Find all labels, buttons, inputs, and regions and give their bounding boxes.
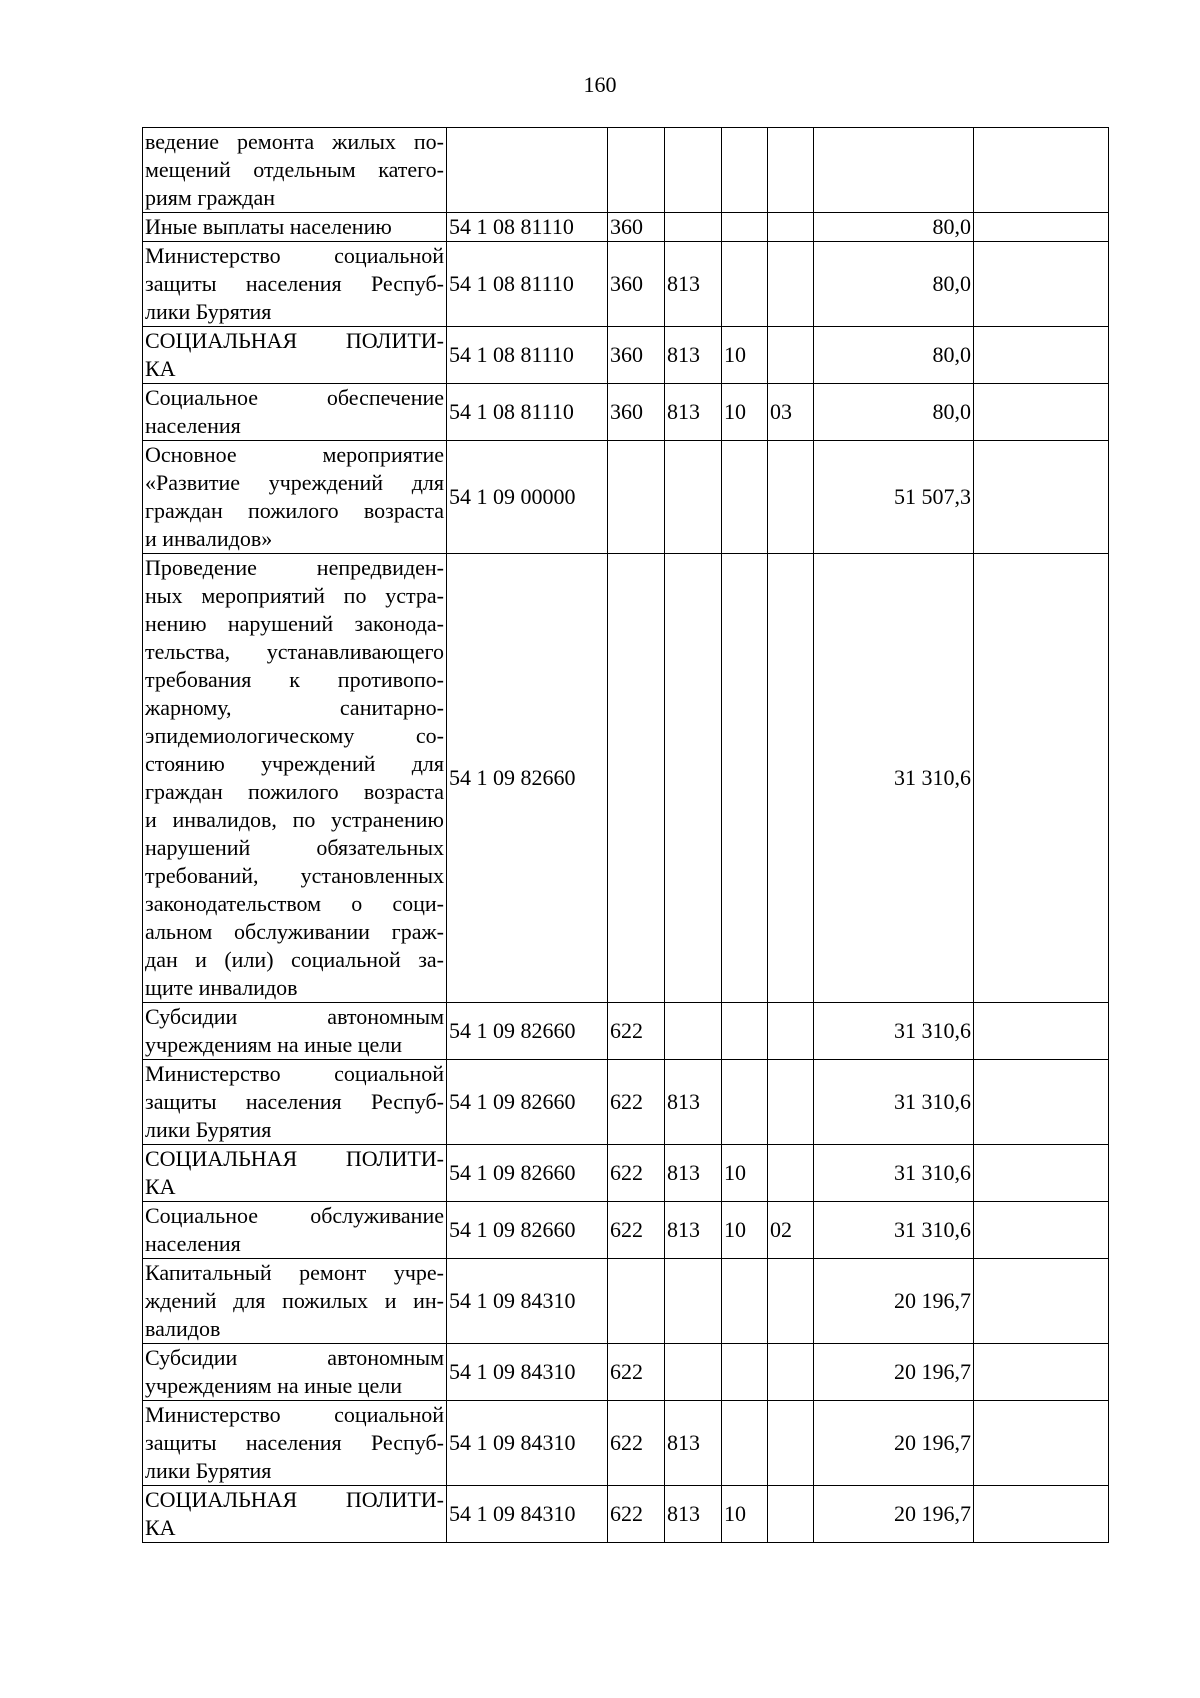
amount-cell: 20 196,7 xyxy=(814,1344,974,1401)
item-name-line: лики Бурятия xyxy=(145,1458,272,1483)
item-name-line: требований, установленных xyxy=(145,863,444,888)
amount-cell: 51 507,3 xyxy=(814,441,974,554)
item-name-line: ных мероприятий по устра- xyxy=(145,583,444,608)
item-name-line: учреждениям на иные цели xyxy=(145,1373,402,1398)
section-code-cell xyxy=(722,554,768,1003)
ministry-code-cell xyxy=(665,1259,722,1344)
item-name-line: альном обслуживании граж- xyxy=(145,919,444,944)
item-name-line: Министерство социальной xyxy=(145,1402,444,1427)
item-name-line: граждан пожилого возраста xyxy=(145,498,444,523)
item-name-line: Субсидии автономным xyxy=(145,1345,444,1370)
item-name-line: требования к противопо- xyxy=(145,667,444,692)
ministry-code-cell: 813 xyxy=(665,242,722,327)
target-article-cell: 54 1 09 84310 xyxy=(447,1259,608,1344)
table-row xyxy=(143,128,1109,213)
amount-cell: 31 310,6 xyxy=(814,554,974,1003)
amount-cell: 80,0 xyxy=(814,242,974,327)
ministry-code-cell: 813 xyxy=(665,384,722,441)
target-article-cell: 54 1 09 84310 xyxy=(447,1486,608,1543)
extra-amount-cell xyxy=(974,441,1109,554)
item-name-line: защиты населения Респуб- xyxy=(145,1430,444,1455)
item-name-line: и инвалидов» xyxy=(145,526,273,551)
expense-type-cell: 622 xyxy=(608,1145,665,1202)
item-name-line: защиты населения Респуб- xyxy=(145,271,444,296)
item-name-line: граждан пожилого возраста xyxy=(145,779,444,804)
subsection-code-cell xyxy=(768,1145,814,1202)
section-code-cell: 10 xyxy=(722,1145,768,1202)
subsection-code-cell xyxy=(768,1259,814,1344)
target-article-cell: 54 1 09 82660 xyxy=(447,1060,608,1145)
item-name-line: лики Бурятия xyxy=(145,1117,272,1142)
table-row xyxy=(143,441,1109,554)
section-code-cell xyxy=(722,242,768,327)
item-name-line: Министерство социальной xyxy=(145,243,444,268)
item-name-line: тельства, устанавливающего xyxy=(145,639,444,664)
extra-amount-cell xyxy=(974,128,1109,213)
table-row xyxy=(143,327,1109,384)
item-name-line: жарному, санитарно- xyxy=(145,695,444,720)
item-name-line: ведение ремонта жилых по- xyxy=(145,129,444,154)
item-name-cell xyxy=(143,327,447,384)
expense-type-cell xyxy=(608,1259,665,1344)
item-name-line: Иные выплаты населению xyxy=(145,214,392,239)
ministry-code-cell xyxy=(665,1344,722,1401)
ministry-code-cell xyxy=(665,213,722,242)
item-name-line: населения xyxy=(145,1231,241,1256)
target-article-cell: 54 1 08 81110 xyxy=(447,384,608,441)
budget-table xyxy=(142,127,1109,1543)
page-number: 160 xyxy=(583,72,617,97)
item-name-line: Социальное обслуживание xyxy=(145,1203,444,1228)
ministry-code-cell: 813 xyxy=(665,1202,722,1259)
section-code-cell xyxy=(722,1259,768,1344)
section-code-cell xyxy=(722,1003,768,1060)
ministry-code-cell xyxy=(665,1003,722,1060)
table-row xyxy=(143,554,1109,1003)
item-name-line: СОЦИАЛЬНАЯ ПОЛИТИ- xyxy=(145,328,444,353)
target-article-cell: 54 1 09 84310 xyxy=(447,1344,608,1401)
table-body xyxy=(143,128,1109,1543)
expense-type-cell xyxy=(608,128,665,213)
section-code-cell xyxy=(722,1401,768,1486)
target-article-cell: 54 1 08 81110 xyxy=(447,327,608,384)
table-row xyxy=(143,1145,1109,1202)
item-name-cell xyxy=(143,384,447,441)
subsection-code-cell xyxy=(768,554,814,1003)
amount-cell: 80,0 xyxy=(814,384,974,441)
item-name-cell xyxy=(143,1145,447,1202)
item-name-cell xyxy=(143,242,447,327)
amount-cell: 31 310,6 xyxy=(814,1003,974,1060)
item-name-cell xyxy=(143,1344,447,1401)
subsection-code-cell xyxy=(768,128,814,213)
item-name-line: СОЦИАЛЬНАЯ ПОЛИТИ- xyxy=(145,1146,444,1171)
item-name-cell xyxy=(143,1401,447,1486)
subsection-code-cell xyxy=(768,242,814,327)
extra-amount-cell xyxy=(974,242,1109,327)
item-name-line: нению нарушений законода- xyxy=(145,611,444,636)
target-article-cell: 54 1 09 82660 xyxy=(447,1202,608,1259)
item-name-cell xyxy=(143,128,447,213)
expense-type-cell xyxy=(608,554,665,1003)
expense-type-cell: 622 xyxy=(608,1060,665,1145)
expense-type-cell: 360 xyxy=(608,327,665,384)
expense-type-cell: 360 xyxy=(608,242,665,327)
ministry-code-cell: 813 xyxy=(665,1060,722,1145)
target-article-cell: 54 1 09 82660 xyxy=(447,1145,608,1202)
item-name-cell xyxy=(143,1202,447,1259)
item-name-line: Капитальный ремонт учре- xyxy=(145,1260,444,1285)
subsection-code-cell xyxy=(768,1003,814,1060)
amount-cell: 31 310,6 xyxy=(814,1060,974,1145)
item-name-cell xyxy=(143,1003,447,1060)
extra-amount-cell xyxy=(974,1344,1109,1401)
ministry-code-cell: 813 xyxy=(665,1401,722,1486)
target-article-cell: 54 1 09 82660 xyxy=(447,554,608,1003)
subsection-code-cell: 03 xyxy=(768,384,814,441)
expense-type-cell: 622 xyxy=(608,1486,665,1543)
expense-type-cell: 360 xyxy=(608,213,665,242)
item-name-line: «Развитие учреждений для xyxy=(145,470,444,495)
target-article-cell: 54 1 08 81110 xyxy=(447,213,608,242)
item-name-line: законодательством о соци- xyxy=(145,891,444,916)
item-name-line: Субсидии автономным xyxy=(145,1004,444,1029)
section-code-cell: 10 xyxy=(722,384,768,441)
ministry-code-cell: 813 xyxy=(665,1145,722,1202)
amount-cell: 20 196,7 xyxy=(814,1486,974,1543)
extra-amount-cell xyxy=(974,1259,1109,1344)
amount-cell: 31 310,6 xyxy=(814,1145,974,1202)
item-name-line: эпидемиологическому со- xyxy=(145,723,444,748)
extra-amount-cell xyxy=(974,554,1109,1003)
ministry-code-cell xyxy=(665,554,722,1003)
table-row xyxy=(143,242,1109,327)
subsection-code-cell xyxy=(768,441,814,554)
item-name-line: валидов xyxy=(145,1316,221,1341)
section-code-cell: 10 xyxy=(722,1486,768,1543)
item-name-line: Социальное обеспечение xyxy=(145,385,444,410)
expense-type-cell xyxy=(608,441,665,554)
item-name-cell xyxy=(143,1486,447,1543)
item-name-line: защиты населения Респуб- xyxy=(145,1089,444,1114)
item-name-line: стоянию учреждений для xyxy=(145,751,444,776)
extra-amount-cell xyxy=(974,1401,1109,1486)
item-name-line: ждений для пожилых и ин- xyxy=(145,1288,444,1313)
target-article-cell: 54 1 08 81110 xyxy=(447,242,608,327)
target-article-cell: 54 1 09 84310 xyxy=(447,1401,608,1486)
item-name-cell xyxy=(143,554,447,1003)
subsection-code-cell xyxy=(768,1486,814,1543)
subsection-code-cell xyxy=(768,1060,814,1145)
item-name-line: КА xyxy=(145,1174,176,1199)
section-code-cell xyxy=(722,441,768,554)
ministry-code-cell: 813 xyxy=(665,1486,722,1543)
table-row xyxy=(143,1060,1109,1145)
item-name-line: мещений отдельным катего- xyxy=(145,157,444,182)
expense-type-cell: 622 xyxy=(608,1344,665,1401)
section-code-cell: 10 xyxy=(722,327,768,384)
section-code-cell xyxy=(722,128,768,213)
amount-cell xyxy=(814,128,974,213)
target-article-cell: 54 1 09 82660 xyxy=(447,1003,608,1060)
item-name-line: населения xyxy=(145,413,241,438)
table-row xyxy=(143,1202,1109,1259)
item-name-line: и инвалидов, по устранению xyxy=(145,807,444,832)
item-name-cell xyxy=(143,441,447,554)
ministry-code-cell xyxy=(665,441,722,554)
subsection-code-cell: 02 xyxy=(768,1202,814,1259)
target-article-cell: 54 1 09 00000 xyxy=(447,441,608,554)
expense-type-cell: 622 xyxy=(608,1003,665,1060)
item-name-line: КА xyxy=(145,1515,176,1540)
extra-amount-cell xyxy=(974,1060,1109,1145)
extra-amount-cell xyxy=(974,1145,1109,1202)
extra-amount-cell xyxy=(974,384,1109,441)
table-row xyxy=(143,1259,1109,1344)
item-name-line: риям граждан xyxy=(145,185,276,210)
subsection-code-cell xyxy=(768,327,814,384)
subsection-code-cell xyxy=(768,213,814,242)
item-name-line: учреждениям на иные цели xyxy=(145,1032,402,1057)
amount-cell: 20 196,7 xyxy=(814,1401,974,1486)
extra-amount-cell xyxy=(974,1202,1109,1259)
target-article-cell xyxy=(447,128,608,213)
item-name-cell xyxy=(143,1259,447,1344)
expense-type-cell: 360 xyxy=(608,384,665,441)
table-row xyxy=(143,1003,1109,1060)
expense-type-cell: 622 xyxy=(608,1202,665,1259)
subsection-code-cell xyxy=(768,1401,814,1486)
ministry-code-cell xyxy=(665,128,722,213)
item-name-line: лики Бурятия xyxy=(145,299,272,324)
item-name-cell xyxy=(143,213,447,242)
item-name-line: Проведение непредвиден- xyxy=(145,555,444,580)
item-name-line: Министерство социальной xyxy=(145,1061,444,1086)
item-name-line: КА xyxy=(145,356,176,381)
table-row xyxy=(143,384,1109,441)
subsection-code-cell xyxy=(768,1344,814,1401)
amount-cell: 80,0 xyxy=(814,327,974,384)
amount-cell: 80,0 xyxy=(814,213,974,242)
table-row xyxy=(143,1344,1109,1401)
item-name-line: Основное мероприятие xyxy=(145,442,444,467)
section-code-cell xyxy=(722,1344,768,1401)
extra-amount-cell xyxy=(974,327,1109,384)
extra-amount-cell xyxy=(974,1003,1109,1060)
table-row xyxy=(143,1486,1109,1543)
table-row xyxy=(143,213,1109,242)
item-name-line: СОЦИАЛЬНАЯ ПОЛИТИ- xyxy=(145,1487,444,1512)
table-row xyxy=(143,1401,1109,1486)
section-code-cell xyxy=(722,213,768,242)
item-name-line: щите инвалидов xyxy=(145,975,298,1000)
item-name-line: дан и (или) социальной за- xyxy=(145,947,444,972)
amount-cell: 20 196,7 xyxy=(814,1259,974,1344)
item-name-line: нарушений обязательных xyxy=(145,835,444,860)
section-code-cell: 10 xyxy=(722,1202,768,1259)
extra-amount-cell xyxy=(974,213,1109,242)
extra-amount-cell xyxy=(974,1486,1109,1543)
ministry-code-cell: 813 xyxy=(665,327,722,384)
item-name-cell xyxy=(143,1060,447,1145)
section-code-cell xyxy=(722,1060,768,1145)
amount-cell: 31 310,6 xyxy=(814,1202,974,1259)
expense-type-cell: 622 xyxy=(608,1401,665,1486)
